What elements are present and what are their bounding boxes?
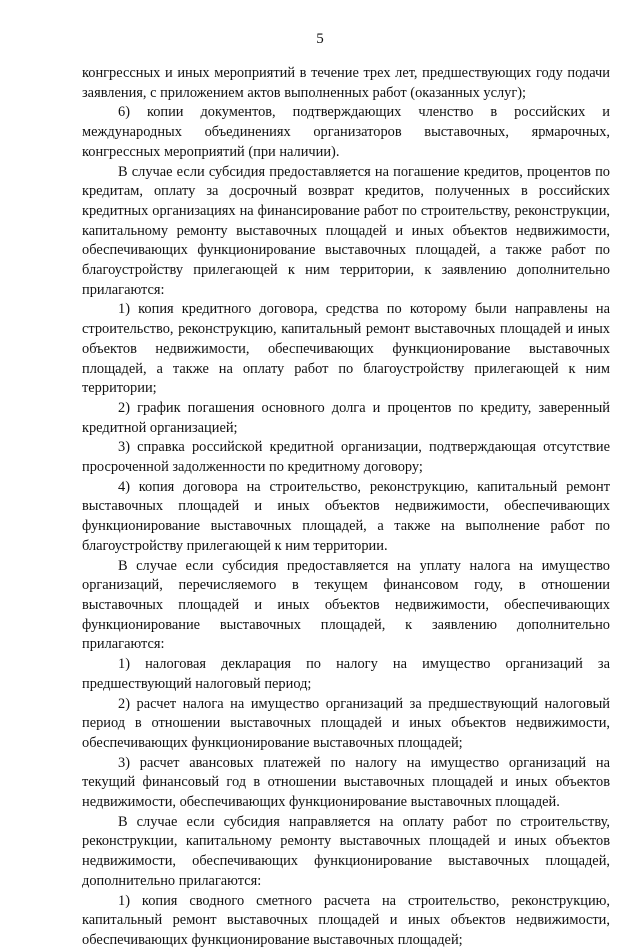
- list-item-3-advance-payments: 3) расчет авансовых платежей по налогу на имущество организаций на текущий финансовый год в отношении выставочных площадей и иных объектов недвижимости, обеспечивающих функционирование выставочных площадей.: [82, 754, 610, 811]
- page-number: 5: [316, 31, 324, 47]
- document-body: [82, 64, 610, 951]
- paragraph-construction-works-case: В случае если субсидия направляется на оплату работ по строительству, реконструкции, капитальному ремонту выставочных площадей и иных объектов недвижимости, обеспечивающих функционирование выставочных площадей, дополнительно прилагаются:: [82, 813, 610, 889]
- paragraph-property-tax-case: В случае если субсидия предоставляется на уплату налога на имущество организаций, перечисляемого в текущем финансовом году, в отношении выставочных площадей и иных объектов недвижимости, обеспечивающих функционирование выставочных площадей, к заявлению дополнительно прилагаются:: [82, 557, 610, 653]
- list-item-4-construction-contract: 4) копия договора на строительство, реконструкцию, капитальный ремонт выставочных площадей и иных объектов недвижимости, обеспечивающих функционирование выставочных площадей, а также на выполнение работ по благоустройству прилегающей к ним территории.: [82, 478, 610, 554]
- list-item-1-cost-estimate: 1) копия сводного сметного расчета на строительство, реконструкцию, капитальный ремонт выставочных площадей и иных объектов недвижимости, обеспечивающих функционирование выставочных площадей;: [82, 892, 610, 948]
- list-item-1-tax-declaration: 1) налоговая декларация по налогу на имущество организаций за предшествующий налоговый период;: [82, 656, 610, 692]
- paragraph-credit-subsidy-case: В случае если субсидия предоставляется на погашение кредитов, процентов по кредитам, оплату за досрочный возврат кредитов, полученных в российских кредитных организациях на финансирование работ по строительству, реконструкции, капитальному ремонту выставочных площадей и иных объектов недвижимости, обеспечивающих функционирование выставочных площадей, а также работ по благоустройству прилегающей к ним территории, к заявлению дополнительно прилагаются:: [82, 163, 610, 298]
- list-item-1-credit-agreement: 1) копия кредитного договора, средства по которому были направлены на строительство, реконструкцию, капитальный ремонт выставочных площадей и иных объектов недвижимости, обеспечивающих функционирование выставочных площадей, а также на оплату работ по благоустройству прилегающей к ним территории;: [82, 301, 610, 397]
- paragraph-continuation: конгрессных и иных мероприятий в течение трех лет, предшествующих году подачи заявления, с приложением актов выполненных работ (оказанных услуг);: [82, 65, 610, 101]
- list-item-3-bank-certificate: 3) справка российской кредитной организации, подтверждающая отсутствие просроченной задолженности по кредитному договору;: [82, 439, 610, 476]
- list-item-2-repayment-schedule: 2) график погашения основного долга и процентов по кредиту, заверенный кредитной организацией;: [82, 399, 610, 436]
- list-item-2-tax-calculation: 2) расчет налога на имущество организаций за предшествующий налоговый период в отношении выставочных площадей и иных объектов недвижимости, обеспечивающих функционирование выставочных площадей;: [82, 695, 610, 751]
- list-item-6-membership-documents: 6) копии документов, подтверждающих членство в российских и международных объединениях организаторов выставочных, ярмарочных, конгрессных мероприятий (при наличии).: [82, 104, 610, 160]
